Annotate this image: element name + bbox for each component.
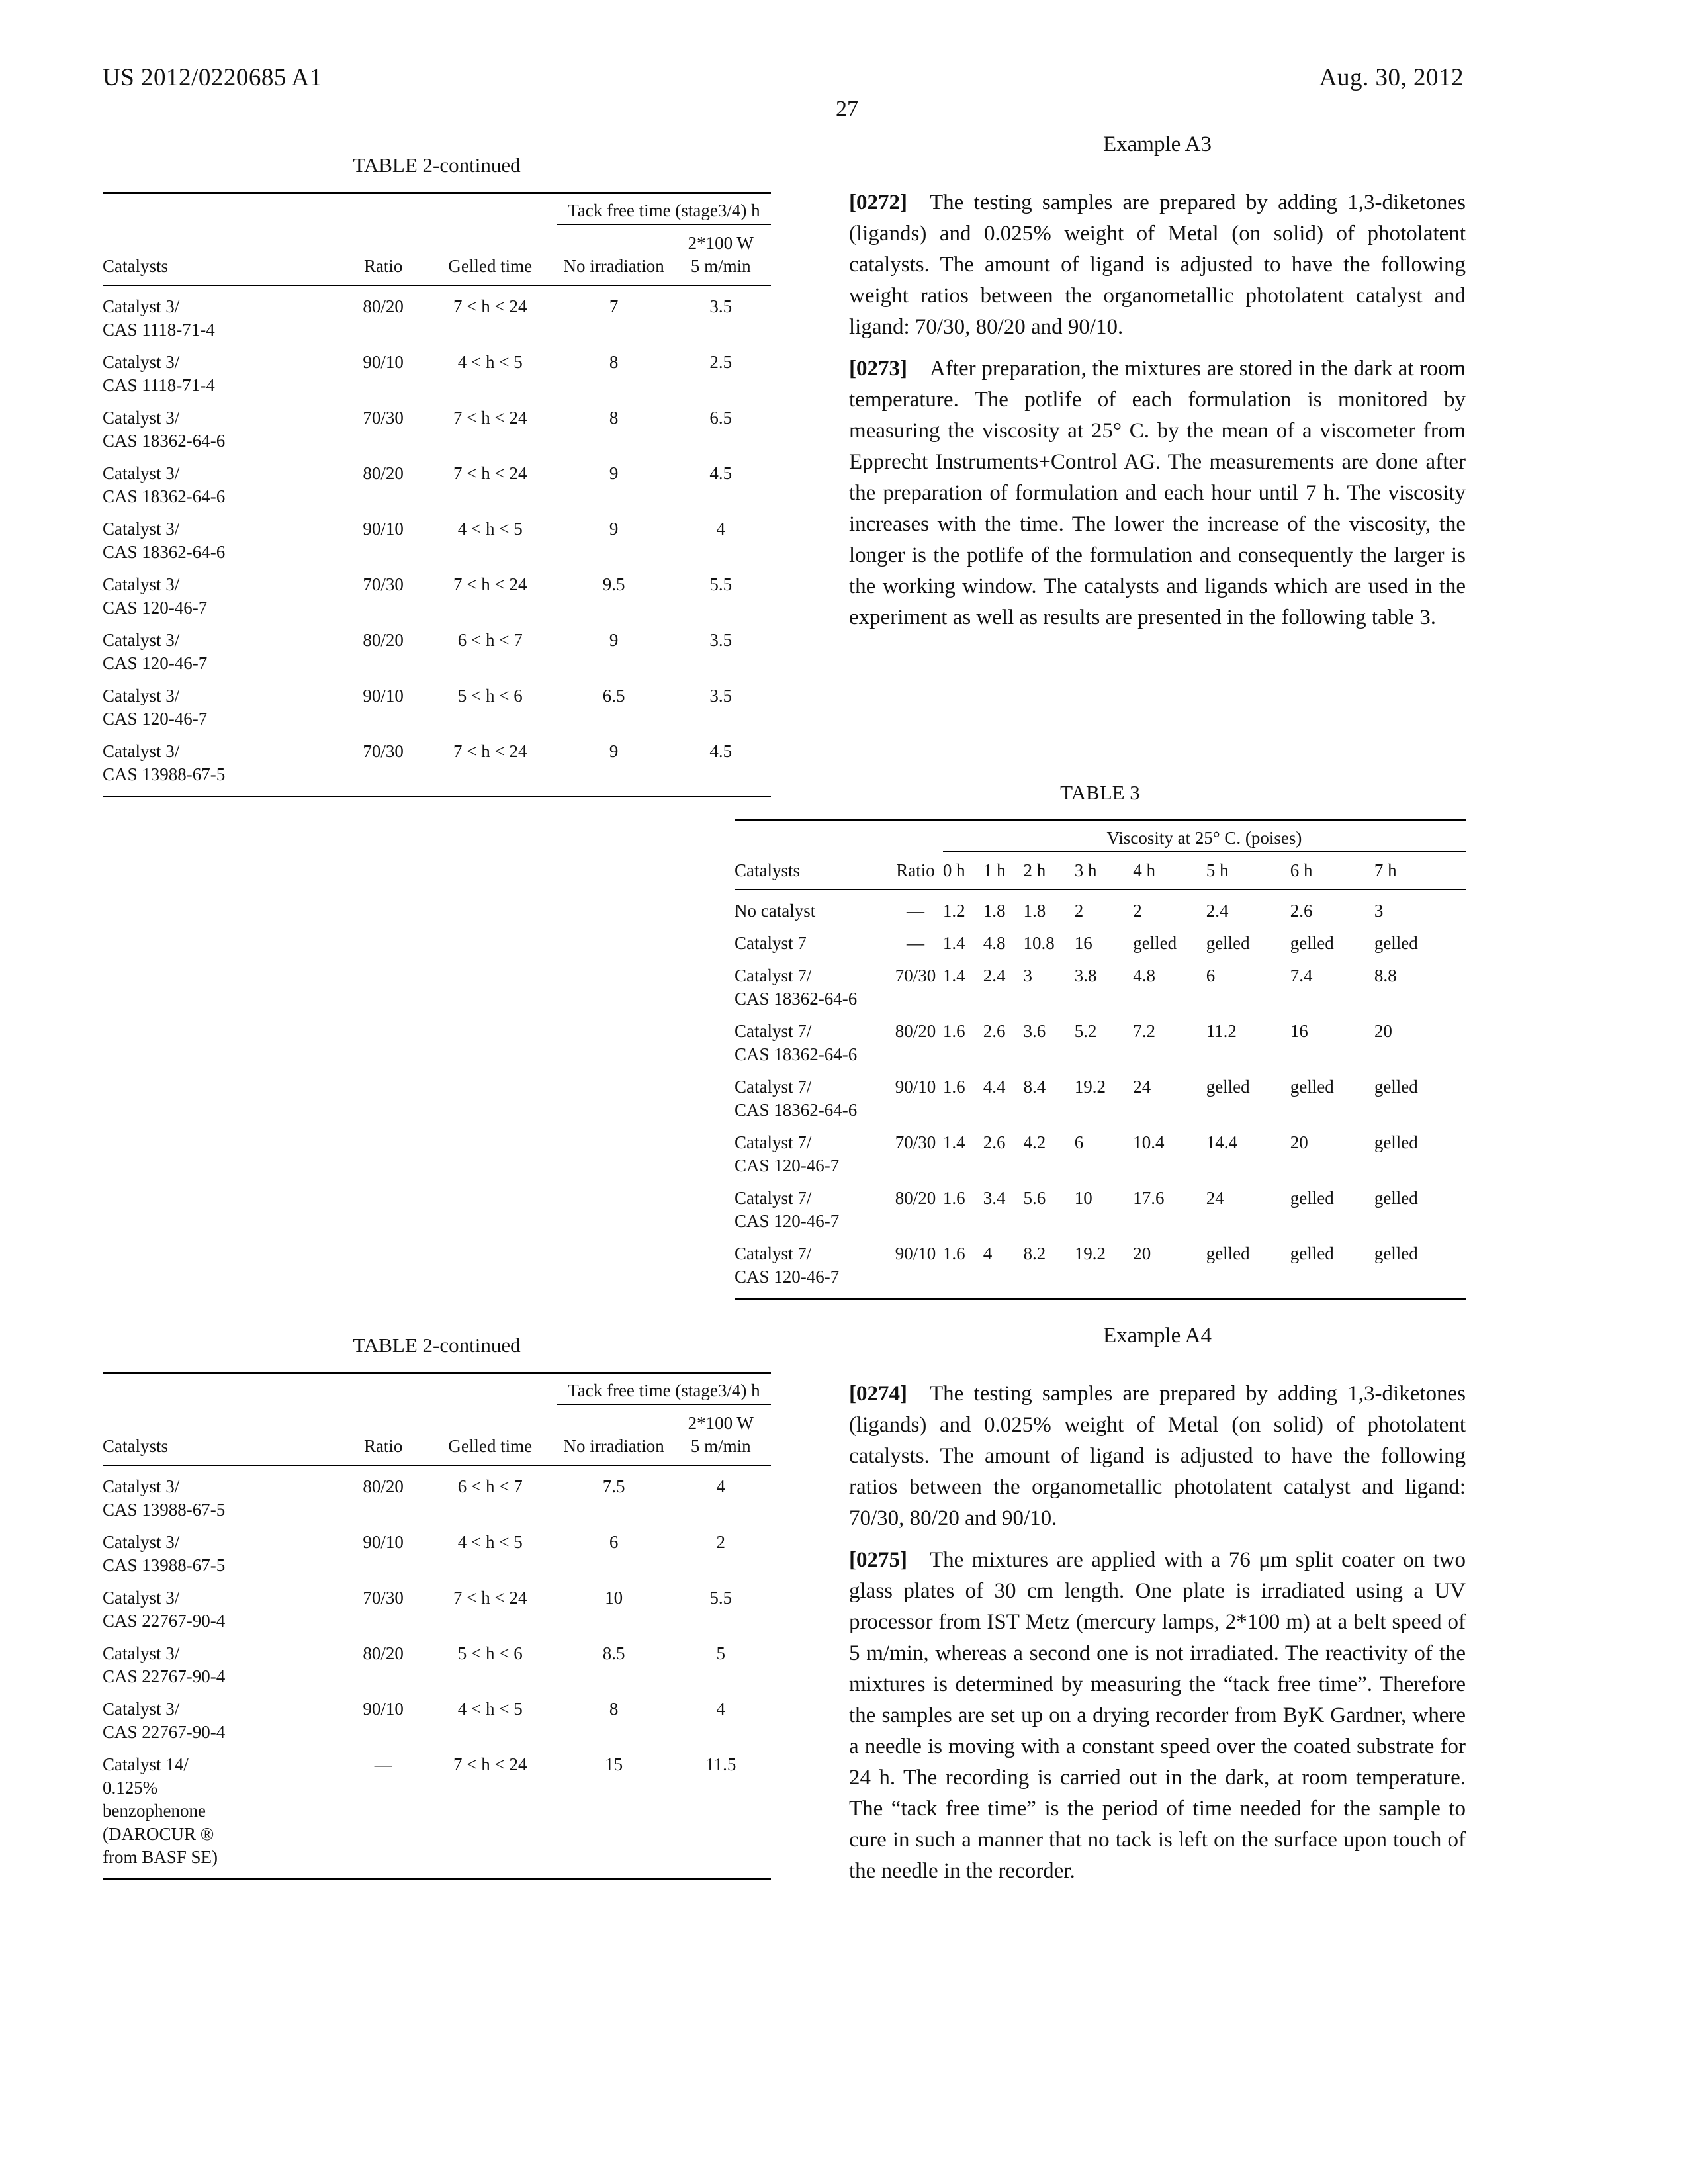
cell-catalyst: Catalyst 7/ CAS 120-46-7 — [735, 1132, 840, 1175]
cell-viscosity: 2 — [1133, 901, 1142, 921]
cell-viscosity: 2 — [1074, 901, 1084, 921]
table-row — [103, 397, 771, 453]
paragraph-text: The mixtures are applied with a 76 μm split coater on two glass plates of 30 cm length. One plate is irradiated using a UV processor from IST Metz (mercury lamps, 2*100 m) at a belt speed of 5 m/min, whereas a second one is not irradiated. The reactivity of the mixtures is determined by measuring the “tack free time”. Therefore the samples are set up on a drying recorder from ByK Gardner, where a needle is moving with a constant speed over the coated substrate for 24 h. The recording is carried out in the dark, at room temperature. The “tack free time” is the period of time needed for the sample to cure in such a manner that no tack is left on the surface upon touch of the needle in the recorder. — [849, 1548, 1466, 1883]
section-heading: Example A4 — [1102, 1324, 1212, 1347]
cell-viscosity: 1.4 — [942, 933, 965, 953]
table-row — [735, 1177, 1466, 1233]
cell-gelled-time: 7 < h < 24 — [453, 1754, 527, 1774]
cell-viscosity: 20 — [1133, 1244, 1151, 1263]
span-header: Tack free time (stage3/4) h — [557, 193, 771, 225]
cell-gelled-time: 4 < h < 5 — [457, 519, 523, 539]
cell-power: 6.5 — [709, 408, 733, 428]
column-header-ratio: Ratio — [343, 224, 424, 285]
cell-gelled-time: 4 < h < 5 — [457, 1532, 523, 1552]
cell-viscosity: 17.6 — [1133, 1188, 1165, 1208]
cell-viscosity: 3.8 — [1074, 966, 1097, 985]
cell-viscosity: 1.2 — [942, 901, 965, 921]
cell-catalyst: Catalyst 3/ CAS 22767-90-4 — [103, 1643, 226, 1686]
cell-viscosity: gelled — [1374, 1077, 1418, 1097]
table-row — [735, 1122, 1466, 1177]
table-row — [103, 453, 771, 508]
cell-ratio: 70/30 — [363, 1588, 404, 1608]
cell-no-irradiation: 6.5 — [602, 686, 625, 705]
cell-viscosity: 1.6 — [942, 1021, 965, 1041]
span-header-row — [735, 821, 1466, 852]
cell-viscosity: 10.8 — [1023, 933, 1055, 953]
span-header-row — [103, 193, 771, 225]
cell-viscosity: 1.4 — [942, 966, 965, 985]
cell-viscosity: gelled — [1206, 933, 1250, 953]
cell-ratio: — — [906, 901, 924, 921]
cell-viscosity: 3.4 — [983, 1188, 1006, 1208]
cell-no-irradiation: 8.5 — [602, 1643, 625, 1663]
column-header-catalysts: Catalysts — [735, 852, 888, 889]
cell-ratio: 90/10 — [363, 519, 404, 539]
paragraph-text: The testing samples are prepared by adding 1,3-diketones (ligands) and 0.025% weight of Metal (on solid) of photolatent catalysts. The amount of ligand is adjusted to have the following ratios between the organometallic photolatent catalyst and ligand: 70/30, 80/20 and 90/10. — [849, 1382, 1466, 1530]
cell-catalyst: Catalyst 3/ CAS 120-46-7 — [103, 630, 208, 673]
cell-no-irradiation: 6 — [609, 1532, 619, 1552]
cell-ratio: 90/10 — [895, 1244, 936, 1263]
paragraph-number: [0275] — [849, 1548, 907, 1572]
cell-viscosity: gelled — [1206, 1077, 1250, 1097]
cell-ratio: 80/20 — [363, 1643, 404, 1663]
cell-viscosity: gelled — [1290, 1188, 1334, 1208]
table-body — [103, 1465, 771, 1880]
cell-viscosity: gelled — [1374, 1188, 1418, 1208]
viscosity-table — [735, 819, 1466, 1300]
cell-ratio: — — [374, 1754, 392, 1774]
cell-no-irradiation: 8 — [609, 1699, 619, 1719]
column-header-hour: 6 h — [1290, 852, 1374, 889]
column-header-hour: 7 h — [1374, 852, 1466, 889]
cell-viscosity: 6 — [1074, 1132, 1084, 1152]
column-header-hour: 0 h — [943, 852, 983, 889]
table-header — [103, 193, 771, 286]
paragraph-0274 — [849, 1379, 1466, 1534]
table-row — [735, 1066, 1466, 1122]
table-row — [103, 1744, 771, 1880]
empty-cell — [103, 1373, 557, 1405]
column-header-hour: 5 h — [1206, 852, 1290, 889]
cell-viscosity: 1.8 — [983, 901, 1006, 921]
table-title: TABLE 2-continued — [353, 1334, 521, 1357]
table-row — [103, 1522, 771, 1577]
column-header-row — [103, 224, 771, 285]
table2-continued-upper — [103, 154, 771, 797]
column-header-hour: 1 h — [983, 852, 1024, 889]
cell-gelled-time: 6 < h < 7 — [457, 630, 523, 650]
cell-power: 3.5 — [709, 686, 733, 705]
column-header-power: 2*100 W 5 m/min — [670, 224, 771, 285]
table-row — [103, 1465, 771, 1522]
patent-number: US 2012/0220685 A1 — [103, 64, 322, 91]
table-row — [103, 564, 771, 619]
cell-gelled-time: 7 < h < 24 — [453, 296, 527, 316]
table2-continued-lower — [103, 1334, 771, 1880]
cell-ratio: 80/20 — [363, 296, 404, 316]
cell-catalyst: Catalyst 14/ 0.125% benzophenone (DAROCUR ® from BASF SE) — [103, 1754, 218, 1867]
section-heading: Example A3 — [1102, 132, 1212, 156]
cell-viscosity: gelled — [1374, 933, 1418, 953]
table-title: TABLE 2-continued — [353, 154, 521, 177]
span-header: Tack free time (stage3/4) h — [557, 1373, 771, 1405]
cell-viscosity: 8.4 — [1023, 1077, 1046, 1097]
table-row — [735, 1233, 1466, 1299]
cell-catalyst: Catalyst 3/ CAS 1118-71-4 — [103, 352, 215, 395]
cell-power: 4.5 — [709, 463, 733, 483]
cell-viscosity: 4 — [983, 1244, 993, 1263]
cell-viscosity: 10 — [1074, 1188, 1092, 1208]
cell-viscosity: 4.8 — [983, 933, 1006, 953]
cell-viscosity: 11.2 — [1206, 1021, 1237, 1041]
table-row — [103, 341, 771, 397]
cell-ratio: 70/30 — [363, 574, 404, 594]
cell-viscosity: 2.4 — [983, 966, 1006, 985]
cell-catalyst: Catalyst 7/ CAS 120-46-7 — [735, 1188, 840, 1231]
cell-viscosity: 3 — [1374, 901, 1384, 921]
cell-viscosity: 20 — [1290, 1132, 1308, 1152]
cell-viscosity: 8.2 — [1023, 1244, 1046, 1263]
cell-power: 4 — [716, 1477, 725, 1496]
cell-catalyst: Catalyst 3/ CAS 18362-64-6 — [103, 519, 226, 562]
cell-ratio: 90/10 — [895, 1077, 936, 1097]
table-header — [103, 1373, 771, 1466]
cell-ratio: 70/30 — [363, 741, 404, 761]
cell-viscosity: 2.6 — [983, 1021, 1006, 1041]
cell-gelled-time: 6 < h < 7 — [457, 1477, 523, 1496]
column-header-hour: 4 h — [1133, 852, 1206, 889]
cell-catalyst: Catalyst 3/ CAS 13988-67-5 — [103, 741, 226, 784]
cell-catalyst: Catalyst 3/ CAS 13988-67-5 — [103, 1532, 226, 1575]
cell-no-irradiation: 9 — [609, 630, 619, 650]
cell-catalyst: Catalyst 3/ CAS 120-46-7 — [103, 686, 208, 729]
cell-catalyst: Catalyst 7/ CAS 18362-64-6 — [735, 1077, 858, 1120]
table-row — [735, 923, 1466, 955]
table-row — [735, 889, 1466, 923]
column-header-gelled-time: Gelled time — [424, 1404, 557, 1465]
publication-date: Aug. 30, 2012 — [1319, 64, 1464, 91]
cell-power: 4 — [716, 519, 725, 539]
cell-viscosity: 16 — [1290, 1021, 1308, 1041]
cell-viscosity: 1.8 — [1023, 901, 1046, 921]
table3-section — [735, 781, 1466, 1300]
cell-ratio: 70/30 — [895, 966, 936, 985]
cell-power: 2.5 — [709, 352, 733, 372]
example-a4-section — [849, 1324, 1466, 1897]
column-header-catalysts: Catalysts — [103, 224, 343, 285]
cell-viscosity: 7.2 — [1133, 1021, 1155, 1041]
span-header-row — [103, 1373, 771, 1405]
cell-catalyst: Catalyst 7 — [735, 933, 807, 953]
table-body — [103, 285, 771, 797]
cell-no-irradiation: 7.5 — [602, 1477, 625, 1496]
column-header-row — [103, 1404, 771, 1465]
cell-viscosity: 6 — [1206, 966, 1216, 985]
column-header-ratio: Ratio — [343, 1404, 424, 1465]
table-row — [735, 1011, 1466, 1066]
cell-viscosity: 24 — [1133, 1077, 1151, 1097]
column-header-hour: 3 h — [1075, 852, 1133, 889]
cell-catalyst: Catalyst 7/ CAS 18362-64-6 — [735, 966, 858, 1009]
cell-gelled-time: 5 < h < 6 — [457, 686, 523, 705]
cell-catalyst: Catalyst 3/ CAS 120-46-7 — [103, 574, 208, 617]
cell-viscosity: gelled — [1206, 1244, 1250, 1263]
cell-viscosity: 1.6 — [942, 1244, 965, 1263]
cell-viscosity: 24 — [1206, 1188, 1224, 1208]
cell-viscosity: 4.4 — [983, 1077, 1006, 1097]
cell-power: 3.5 — [709, 630, 733, 650]
cell-viscosity: 2.6 — [1290, 901, 1313, 921]
cell-viscosity: 1.4 — [942, 1132, 965, 1152]
cell-gelled-time: 7 < h < 24 — [453, 1588, 527, 1608]
cell-viscosity: 2.4 — [1206, 901, 1229, 921]
cell-gelled-time: 7 < h < 24 — [453, 574, 527, 594]
table-row — [103, 675, 771, 731]
cell-ratio: 80/20 — [363, 630, 404, 650]
cell-power: 5.5 — [709, 574, 733, 594]
empty-cell — [735, 821, 943, 852]
cell-viscosity: 4.8 — [1133, 966, 1155, 985]
cell-viscosity: gelled — [1290, 933, 1334, 953]
cell-catalyst: Catalyst 3/ CAS 22767-90-4 — [103, 1588, 226, 1631]
paragraph-text: The testing samples are prepared by adding 1,3-diketones (ligands) and 0.025% weight of Metal (on solid) of photolatent catalysts. The amount of ligand is adjusted to have the following weight ratios between the organometallic photolatent catalyst and ligand: 70/30, 80/20 and 90/10. — [849, 191, 1466, 339]
page-number: 27 — [836, 97, 858, 121]
cell-no-irradiation: 9 — [609, 463, 619, 483]
cell-no-irradiation: 9 — [609, 519, 619, 539]
table-row — [103, 285, 771, 341]
cell-ratio: 90/10 — [363, 1532, 404, 1552]
cell-ratio: 80/20 — [895, 1021, 936, 1041]
cell-no-irradiation: 9.5 — [602, 574, 625, 594]
column-header-no-irradiation: No irradiation — [557, 1404, 671, 1465]
cell-viscosity: gelled — [1374, 1244, 1418, 1263]
cell-ratio: 70/30 — [895, 1132, 936, 1152]
cell-catalyst: Catalyst 3/ CAS 18362-64-6 — [103, 463, 226, 506]
cell-ratio: — — [906, 933, 924, 953]
cell-viscosity: gelled — [1133, 933, 1177, 953]
cell-power: 2 — [716, 1532, 725, 1552]
cell-viscosity: 19.2 — [1074, 1077, 1106, 1097]
cell-viscosity: 5.6 — [1023, 1188, 1046, 1208]
cell-catalyst: No catalyst — [735, 901, 816, 921]
example-a3-section — [849, 132, 1466, 644]
column-header-gelled-time: Gelled time — [424, 224, 557, 285]
cell-catalyst: Catalyst 7/ CAS 120-46-7 — [735, 1244, 840, 1287]
paragraph-0273 — [849, 353, 1466, 633]
cell-no-irradiation: 8 — [609, 352, 619, 372]
column-header-catalysts: Catalysts — [103, 1404, 343, 1465]
cell-power: 5 — [716, 1643, 725, 1663]
table-row — [103, 619, 771, 675]
table-row — [735, 955, 1466, 1011]
paragraph-number: [0273] — [849, 357, 907, 381]
table-header — [735, 821, 1466, 890]
cell-viscosity: gelled — [1290, 1244, 1334, 1263]
column-header-power: 2*100 W 5 m/min — [670, 1404, 771, 1465]
paragraph-text: After preparation, the mixtures are stored in the dark at room temperature. The potlife of each formulation is monitored by measuring the viscosity at 25° C. by the mean of a viscometer from Epprecht Instruments+Control AG. The measurements are done after the preparation of formulation and each hour until 7 h. The viscosity increases with the time. The lower the increase of the viscosity, the longer is the potlife of the formulation and consequently the larger is the working window. The catalysts and ligands which are used in the experiment as well as results are presented in the following table 3. — [849, 357, 1466, 629]
column-header-hour: 2 h — [1023, 852, 1074, 889]
span-header: Viscosity at 25° C. (poises) — [943, 821, 1466, 852]
cell-viscosity: 1.6 — [942, 1188, 965, 1208]
tack-free-time-table — [103, 1372, 771, 1880]
table-row — [103, 1633, 771, 1688]
empty-cell — [103, 193, 557, 225]
cell-gelled-time: 4 < h < 5 — [457, 1699, 523, 1719]
cell-viscosity: 4.2 — [1023, 1132, 1046, 1152]
cell-catalyst: Catalyst 3/ CAS 18362-64-6 — [103, 408, 226, 451]
cell-ratio: 80/20 — [363, 1477, 404, 1496]
table-row — [103, 1577, 771, 1633]
cell-gelled-time: 7 < h < 24 — [453, 463, 527, 483]
cell-viscosity: 16 — [1074, 933, 1092, 953]
cell-viscosity: 2.6 — [983, 1132, 1006, 1152]
table-row — [103, 731, 771, 797]
cell-gelled-time: 4 < h < 5 — [457, 352, 523, 372]
cell-no-irradiation: 7 — [609, 296, 619, 316]
column-header-no-irradiation: No irradiation — [557, 224, 671, 285]
cell-ratio: 70/30 — [363, 408, 404, 428]
cell-catalyst: Catalyst 3/ CAS 22767-90-4 — [103, 1699, 226, 1742]
cell-power: 11.5 — [705, 1754, 736, 1774]
paragraph-number: [0272] — [849, 191, 907, 214]
table-body — [735, 889, 1466, 1299]
cell-catalyst: Catalyst 7/ CAS 18362-64-6 — [735, 1021, 858, 1064]
cell-power: 4 — [716, 1699, 725, 1719]
cell-viscosity: 8.8 — [1374, 966, 1397, 985]
cell-no-irradiation: 8 — [609, 408, 619, 428]
cell-viscosity: 20 — [1374, 1021, 1392, 1041]
cell-power: 4.5 — [709, 741, 733, 761]
cell-ratio: 80/20 — [363, 463, 404, 483]
cell-ratio: 90/10 — [363, 1699, 404, 1719]
cell-ratio: 90/10 — [363, 352, 404, 372]
table-title: TABLE 3 — [1060, 781, 1140, 804]
cell-no-irradiation: 9 — [609, 741, 619, 761]
tack-free-time-table — [103, 192, 771, 797]
table-row — [103, 508, 771, 564]
cell-gelled-time: 5 < h < 6 — [457, 1643, 523, 1663]
column-header-ratio: Ratio — [888, 852, 943, 889]
cell-viscosity: 19.2 — [1074, 1244, 1106, 1263]
cell-catalyst: Catalyst 3/ CAS 1118-71-4 — [103, 296, 215, 340]
cell-viscosity: 3.6 — [1023, 1021, 1046, 1041]
cell-catalyst: Catalyst 3/ CAS 13988-67-5 — [103, 1477, 226, 1520]
paragraph-number: [0274] — [849, 1382, 907, 1406]
cell-gelled-time: 7 < h < 24 — [453, 408, 527, 428]
cell-viscosity: 3 — [1023, 966, 1032, 985]
cell-viscosity: 5.2 — [1074, 1021, 1097, 1041]
column-header-row — [735, 852, 1466, 889]
cell-power: 3.5 — [709, 296, 733, 316]
table-row — [103, 1688, 771, 1744]
cell-viscosity: 1.6 — [942, 1077, 965, 1097]
cell-gelled-time: 7 < h < 24 — [453, 741, 527, 761]
paragraph-0272 — [849, 187, 1466, 343]
cell-no-irradiation: 15 — [605, 1754, 623, 1774]
cell-viscosity: 10.4 — [1133, 1132, 1165, 1152]
cell-ratio: 80/20 — [895, 1188, 936, 1208]
cell-power: 5.5 — [709, 1588, 733, 1608]
cell-viscosity: gelled — [1374, 1132, 1418, 1152]
cell-ratio: 90/10 — [363, 686, 404, 705]
cell-viscosity: 7.4 — [1290, 966, 1313, 985]
cell-viscosity: gelled — [1290, 1077, 1334, 1097]
cell-no-irradiation: 10 — [605, 1588, 623, 1608]
cell-viscosity: 14.4 — [1206, 1132, 1237, 1152]
paragraph-0275 — [849, 1545, 1466, 1887]
